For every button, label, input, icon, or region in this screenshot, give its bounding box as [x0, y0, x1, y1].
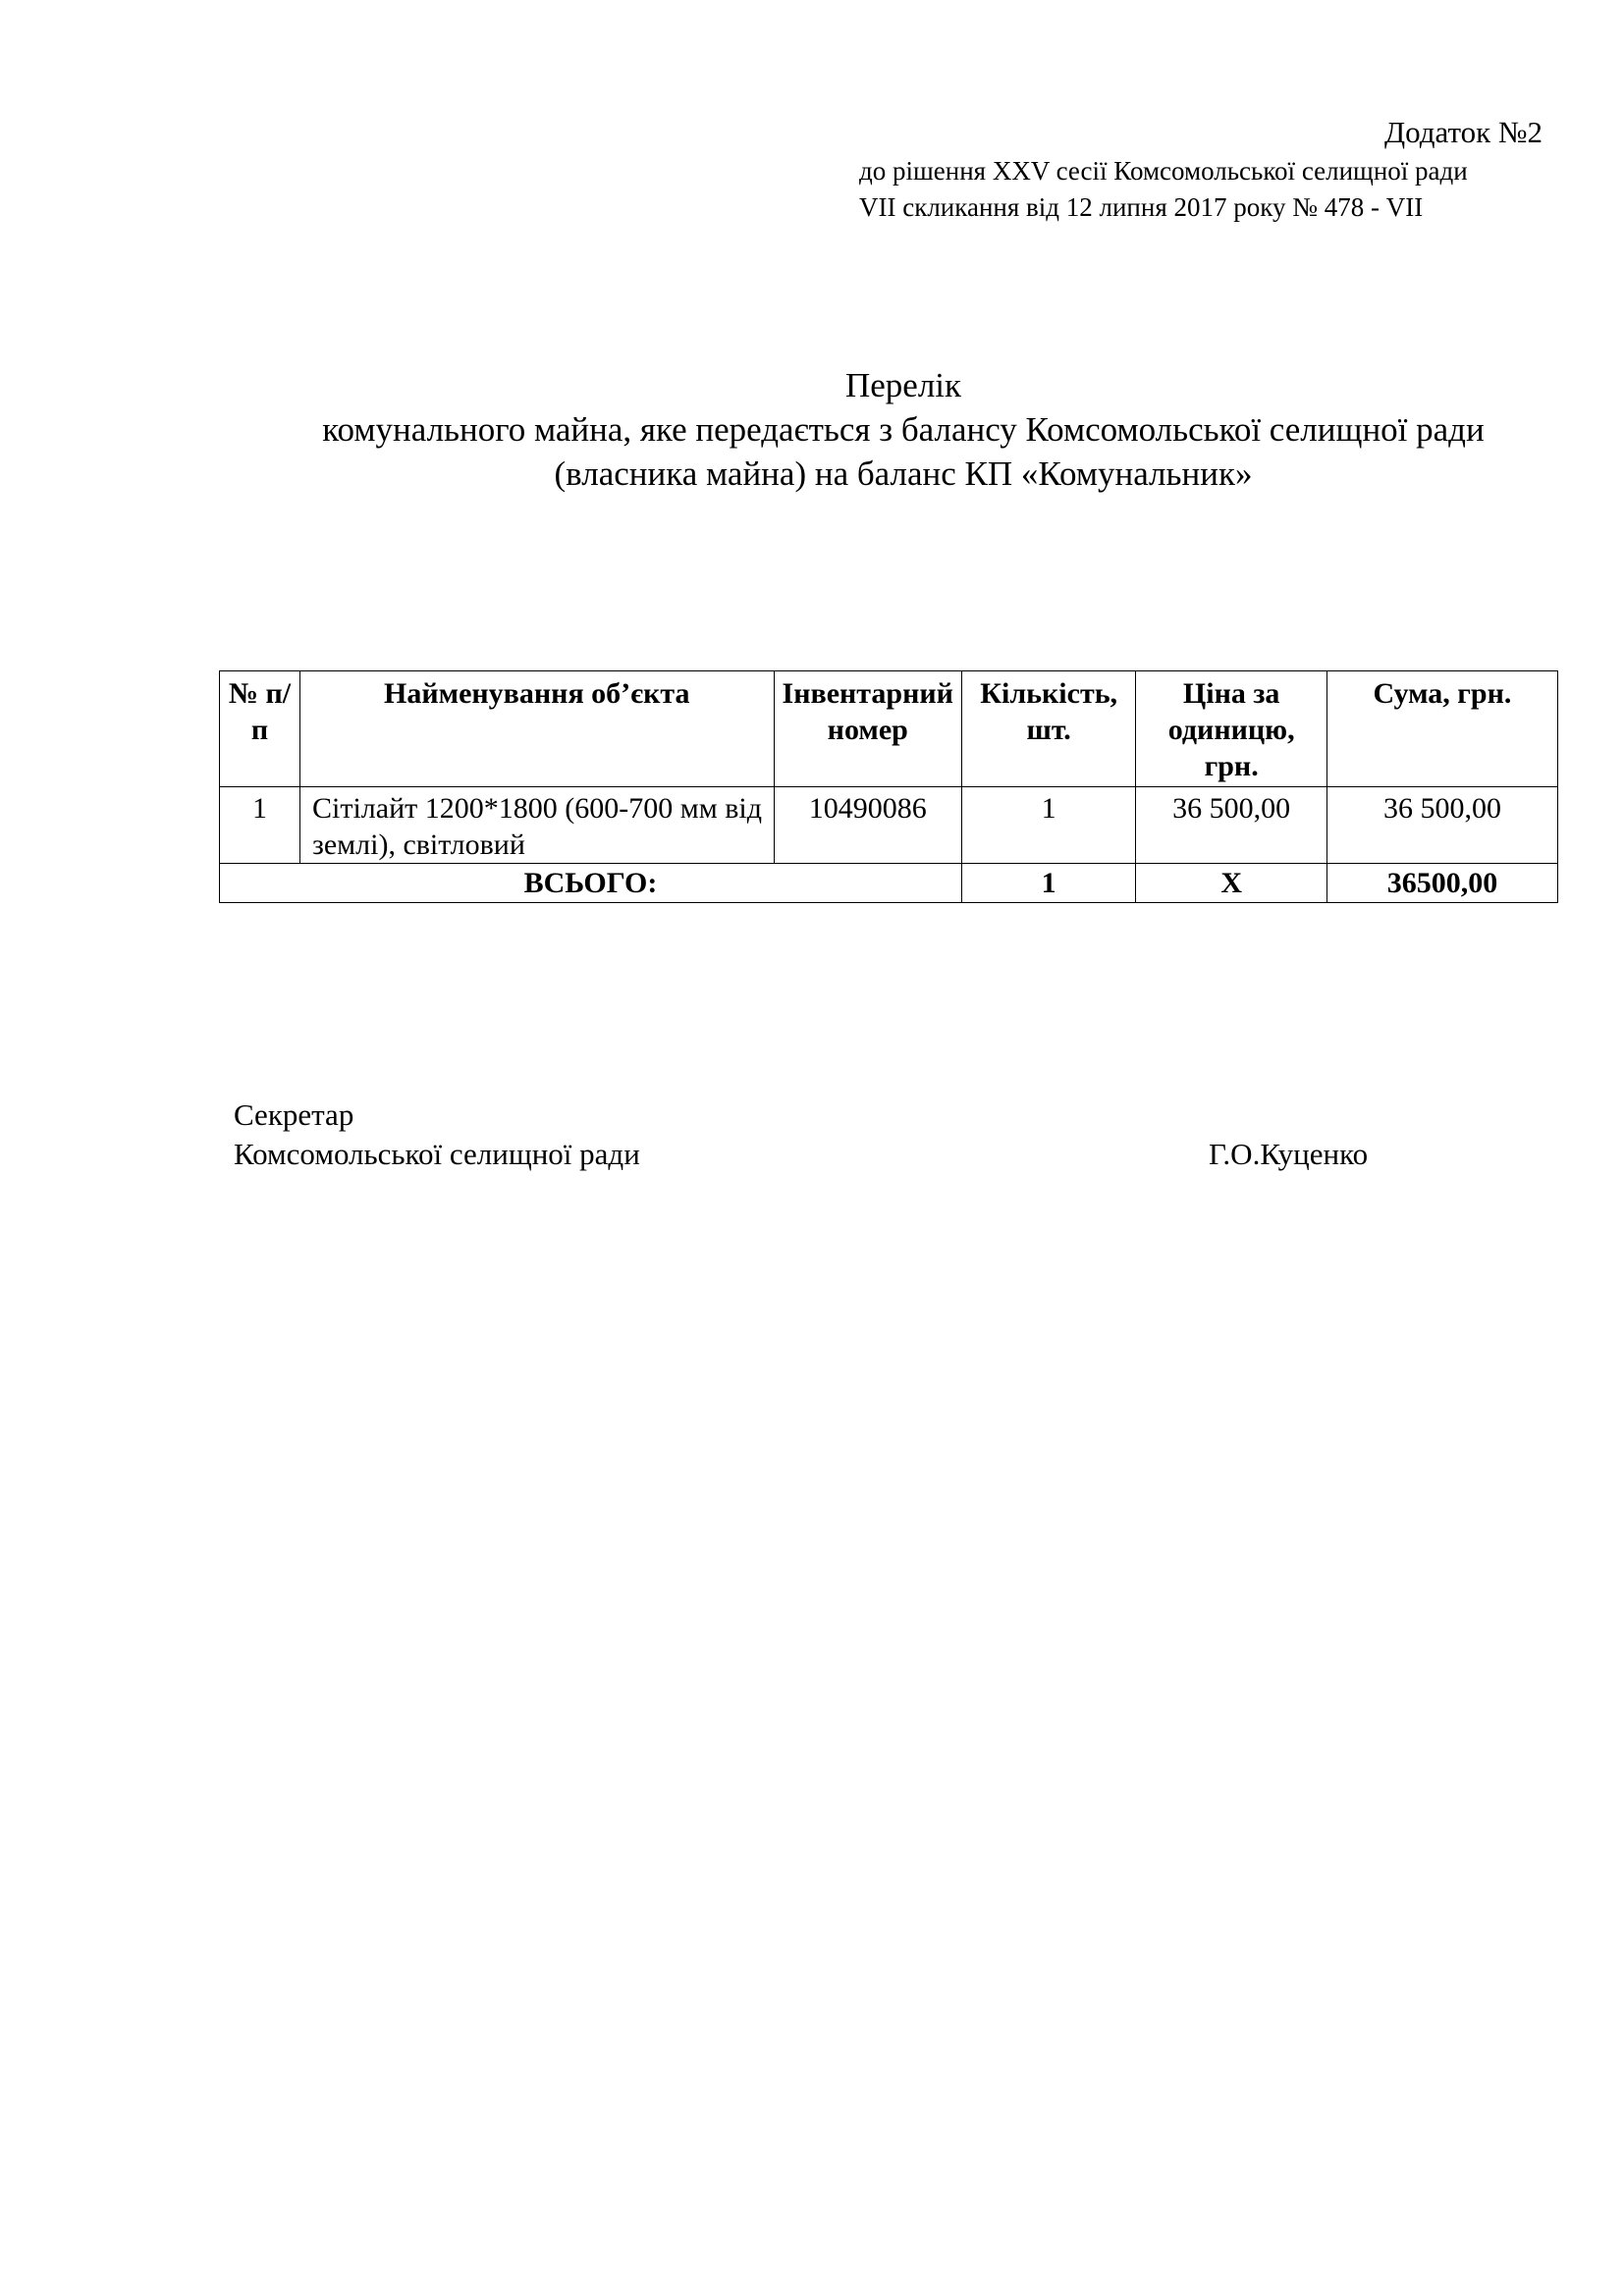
title-line-1: Перелік [844, 366, 962, 404]
appendix-label: Додаток №2 [1383, 115, 1543, 149]
table-header-row [220, 671, 1558, 787]
decision-reference-line-2: VII скликання від 12 липня 2017 року № 478 - VII [859, 192, 1424, 222]
title-line-2: комунального майна, яке передається з балансу Комсомольської селищної ради [322, 410, 1485, 449]
total-quantity: 1 [961, 864, 1135, 903]
cell-inventory: 10490086 [774, 787, 961, 864]
total-row [220, 864, 1558, 903]
header-price: Ціна за одиницю, грн. [1136, 671, 1327, 787]
table-row [220, 787, 1558, 864]
header-inventory: Інвентарний номер [774, 671, 961, 787]
cell-price: 36 500,00 [1136, 787, 1327, 864]
cell-num: 1 [220, 787, 300, 864]
document-title [147, 363, 1624, 496]
signature-position: Секретар [234, 1097, 354, 1132]
cell-sum: 36 500,00 [1326, 787, 1557, 864]
property-table [219, 670, 1558, 903]
header-sum: Сума, грн. [1326, 671, 1557, 787]
title-line-3: (власника майна) на баланс КП «Комунальник» [554, 454, 1253, 493]
header-quantity: Кількість, шт. [961, 671, 1135, 787]
header-name: Найменування об’єкта [300, 671, 775, 787]
decision-reference-line-1: до рішення XXV сесії Комсомольської селищної ради [859, 156, 1468, 186]
total-label: ВСЬОГО: [220, 864, 962, 903]
cell-name: Сітілайт 1200*1800 (600-700 мм від землі), світловий [300, 787, 775, 864]
header-num: № п/п [220, 671, 300, 787]
total-price: Х [1136, 864, 1327, 903]
cell-quantity: 1 [961, 787, 1135, 864]
signature-name: Г.О.Куценко [1209, 1137, 1369, 1171]
signature-council: Комсомольської селищної ради [234, 1137, 640, 1171]
total-sum: 36500,00 [1326, 864, 1557, 903]
